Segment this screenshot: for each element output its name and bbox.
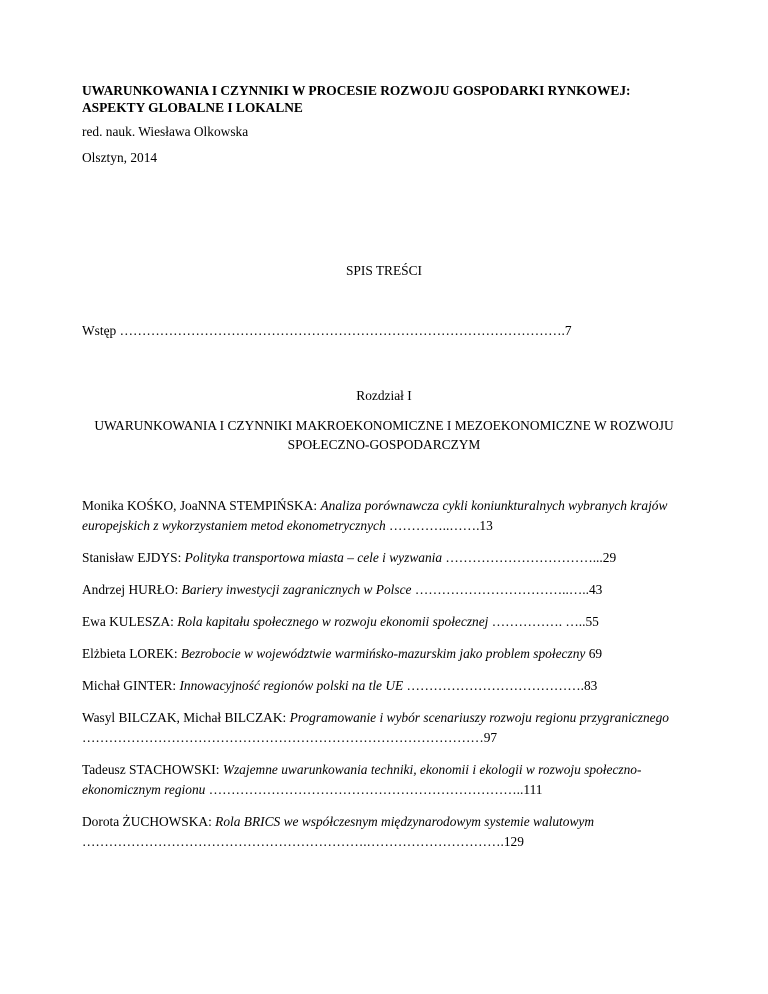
entry-dots: ……………………………..…..	[411, 582, 589, 597]
entry-title: Rola BRICS we współczesnym międzynarodowym systemie walutowym	[215, 814, 595, 829]
toc-entry	[82, 760, 692, 800]
entry-page: 83	[583, 678, 598, 693]
book-header	[82, 82, 692, 166]
toc-entry	[82, 612, 692, 632]
entry-title: Polityka transportowa miasta – cele i wyzwania	[184, 550, 443, 565]
entry-page: 97	[483, 730, 498, 745]
chapter-title: UWARUNKOWANIA I CZYNNIKI MAKROEKONOMICZNE I MEZOEKONOMICZNE W ROZWOJU SPOŁECZNO-GOSPODARCZYM	[94, 418, 674, 452]
entry-dots: ……………………………………………………….………………………….	[82, 834, 504, 849]
entry-title: Bariery inwestycji zagranicznych w Polsce	[181, 582, 412, 597]
entry-authors: Dorota ŻUCHOWSKA:	[82, 814, 216, 829]
toc-intro-page: 7	[564, 323, 572, 338]
entry-dots: ………………………………….	[403, 678, 584, 693]
entry-page: 43	[588, 582, 603, 597]
entry-title: Bezrobocie w województwie warmińsko-mazurskim jako problem społeczny	[180, 646, 586, 661]
toc-entry	[82, 644, 692, 664]
entry-authors: Wasyl BILCZAK, Michał BILCZAK:	[82, 710, 290, 725]
toc-entry	[82, 812, 692, 852]
book-editor: red. nauk. Wiesława Olkowska	[82, 124, 249, 139]
book-title: UWARUNKOWANIA I CZYNNIKI W PROCESIE ROZWOJU GOSPODARKI RYNKOWEJ: ASPEKTY GLOBALNE I LOKALNE	[82, 83, 631, 115]
entry-title: Rola kapitału społecznego w rozwoju ekonomii społecznej	[177, 614, 489, 629]
entry-authors: Andrzej HURŁO:	[82, 582, 182, 597]
toc-entry	[82, 676, 692, 696]
entry-authors: Ewa KULESZA:	[82, 614, 178, 629]
toc-intro-entry	[82, 322, 692, 339]
book-place-year: Olsztyn, 2014	[82, 150, 158, 165]
entry-page: 55	[585, 614, 599, 629]
toc-heading: SPIS TREŚCI	[345, 263, 423, 278]
entry-page: 69	[588, 646, 603, 661]
chapter-label: Rozdział I	[356, 388, 412, 403]
entry-title: Programowanie i wybór scenariuszy rozwoju regionu przygranicznego	[289, 710, 669, 725]
toc-intro-label: Wstęp	[82, 323, 117, 338]
toc-entry	[82, 496, 692, 536]
entry-dots: ………………………………………………………………………………	[82, 730, 484, 745]
entry-dots: ……………………………………………………………..	[205, 782, 524, 797]
toc-entry	[82, 548, 692, 568]
entry-title: Analiza porównawcza cykli koniunkturalnych wybranych krajów europejskich z wykorzystaniem metod ekonometrycznych	[82, 498, 668, 533]
entry-page: 111	[523, 782, 543, 797]
entry-page: 29	[602, 550, 617, 565]
entry-dots: ……………. …..	[488, 614, 586, 629]
entry-page: 13	[479, 518, 493, 533]
entry-authors: Monika KOŚKO, JoaNNA STEMPIŃSKA:	[82, 498, 321, 513]
entry-authors: Tadeusz STACHOWSKI:	[82, 762, 223, 777]
toc-intro-dots: ……………………………………………………………………………………….	[119, 323, 565, 338]
entry-title: Innowacyjność regionów polski na tle UE	[179, 678, 404, 693]
entry-authors: Elżbieta LOREK:	[82, 646, 181, 661]
entry-dots: ……………………………...	[442, 550, 603, 565]
entry-authors: Michał GINTER:	[82, 678, 180, 693]
entry-dots: …………..…….	[385, 518, 480, 533]
toc-entry	[82, 708, 692, 748]
entry-page: 129	[503, 834, 524, 849]
toc-entry	[82, 580, 692, 600]
toc-entries	[82, 496, 692, 864]
entry-authors: Stanisław EJDYS:	[82, 550, 185, 565]
entry-title: Wzajemne uwarunkowania techniki, ekonomii i ekologii w rozwoju społeczno-ekonomicznym regionu	[82, 762, 642, 797]
